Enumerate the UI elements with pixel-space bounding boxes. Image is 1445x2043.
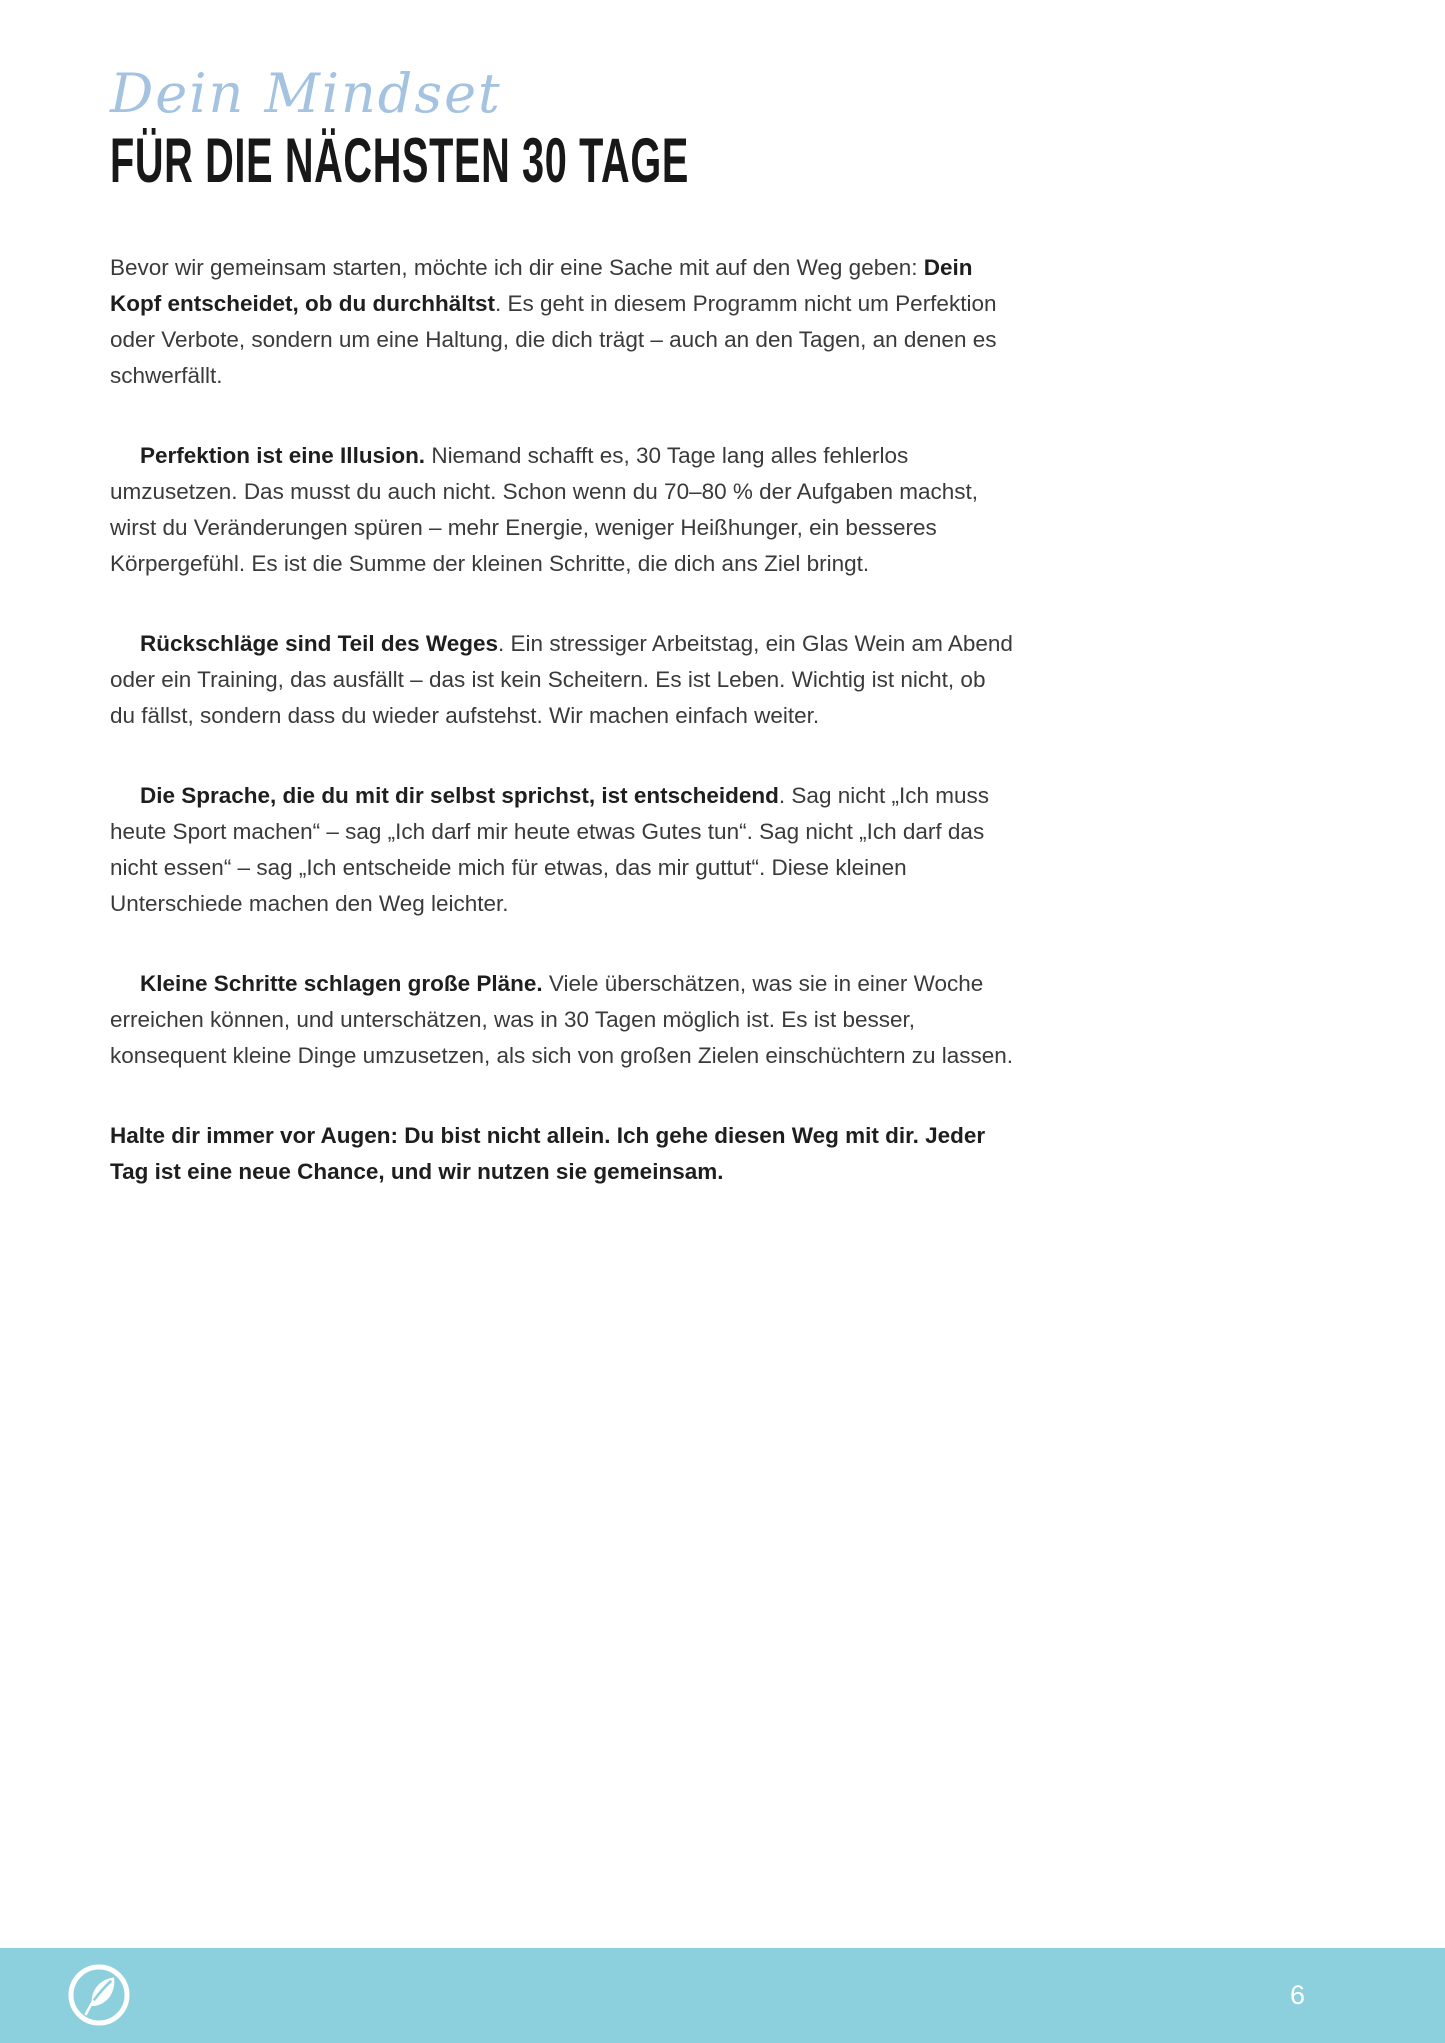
leaf-icon — [66, 1962, 132, 2028]
intro-text-pre: Bevor wir gemeinsam starten, möchte ich dir eine Sache mit auf den Weg geben: — [110, 255, 924, 280]
intro-text-bold: Dein Kopf entscheidet, ob du durchhältst — [110, 255, 973, 316]
page-header — [110, 62, 1029, 194]
rueckschlaege-text: . Ein stressiger Arbeitstag, ein Glas Wein am Abend oder ein Training, das ausfällt – das ist kein Scheitern. Es ist Leben. Wichtig ist nicht, ob du fällst, sondern dass du wieder aufstehst. Wir machen einfach weiter. — [110, 631, 1013, 728]
paragraph-schritte — [110, 966, 1015, 1074]
perfektion-lead: Perfektion ist eine Illusion. — [140, 443, 426, 468]
paragraph-sprache — [110, 778, 1015, 922]
page-title: FÜR DIE NÄCHSTEN 30 TAGE — [110, 126, 689, 196]
paragraph-rueckschlaege — [110, 626, 1015, 734]
footer-bar — [0, 1948, 1445, 2043]
paragraph-closing: Halte dir immer vor Augen: Du bist nicht allein. Ich gehe diesen Weg mit dir. Jeder Tag ist eine neue Chance, und wir nutzen sie gemeinsam. — [110, 1123, 986, 1184]
body-text — [110, 250, 1015, 1234]
sprache-text: . Sag nicht „Ich muss heute Sport machen“ – sag „Ich darf mir heute etwas Gutes tun“. Sag nicht „Ich darf das nicht essen“ – sag „Ich entscheide mich für etwas, das mir guttut“. Diese kleinen Unterschiede machen den Weg leichter. — [110, 783, 990, 916]
rueckschlaege-lead: Rückschläge sind Teil des Weges — [140, 631, 499, 656]
paragraph-perfektion — [110, 438, 1015, 582]
paragraph-intro — [110, 250, 1015, 394]
intro-text-post: . Es geht in diesem Programm nicht um Perfektion oder Verbote, sondern um eine Haltung, die dich trägt – auch an den Tagen, an denen es schwerfällt. — [110, 291, 997, 388]
page-number: 6 — [1289, 1980, 1305, 2010]
schritte-lead: Kleine Schritte schlagen große Pläne. — [140, 971, 543, 996]
schritte-text: Viele überschätzen, was sie in einer Woche erreichen können, und unterschätzen, was in 30 Tagen möglich ist. Es ist besser, konsequent kleine Dinge umzusetzen, als sich von großen Zielen einschüchtern zu lassen. — [110, 971, 1014, 1068]
script-title: Dein Mindset — [110, 62, 502, 125]
sprache-lead: Die Sprache, die du mit dir selbst sprichst, ist entscheidend — [140, 783, 779, 808]
perfektion-text: Niemand schafft es, 30 Tage lang alles fehlerlos umzusetzen. Das musst du auch nicht. Schon wenn du 70–80 % der Aufgaben machst, wirst du Veränderungen spüren – mehr Energie, weniger Heißhunger, ein besseres Körpergefühl. Es ist die Summe der kleinen Schritte, die dich ans Ziel bringt. — [110, 443, 979, 576]
